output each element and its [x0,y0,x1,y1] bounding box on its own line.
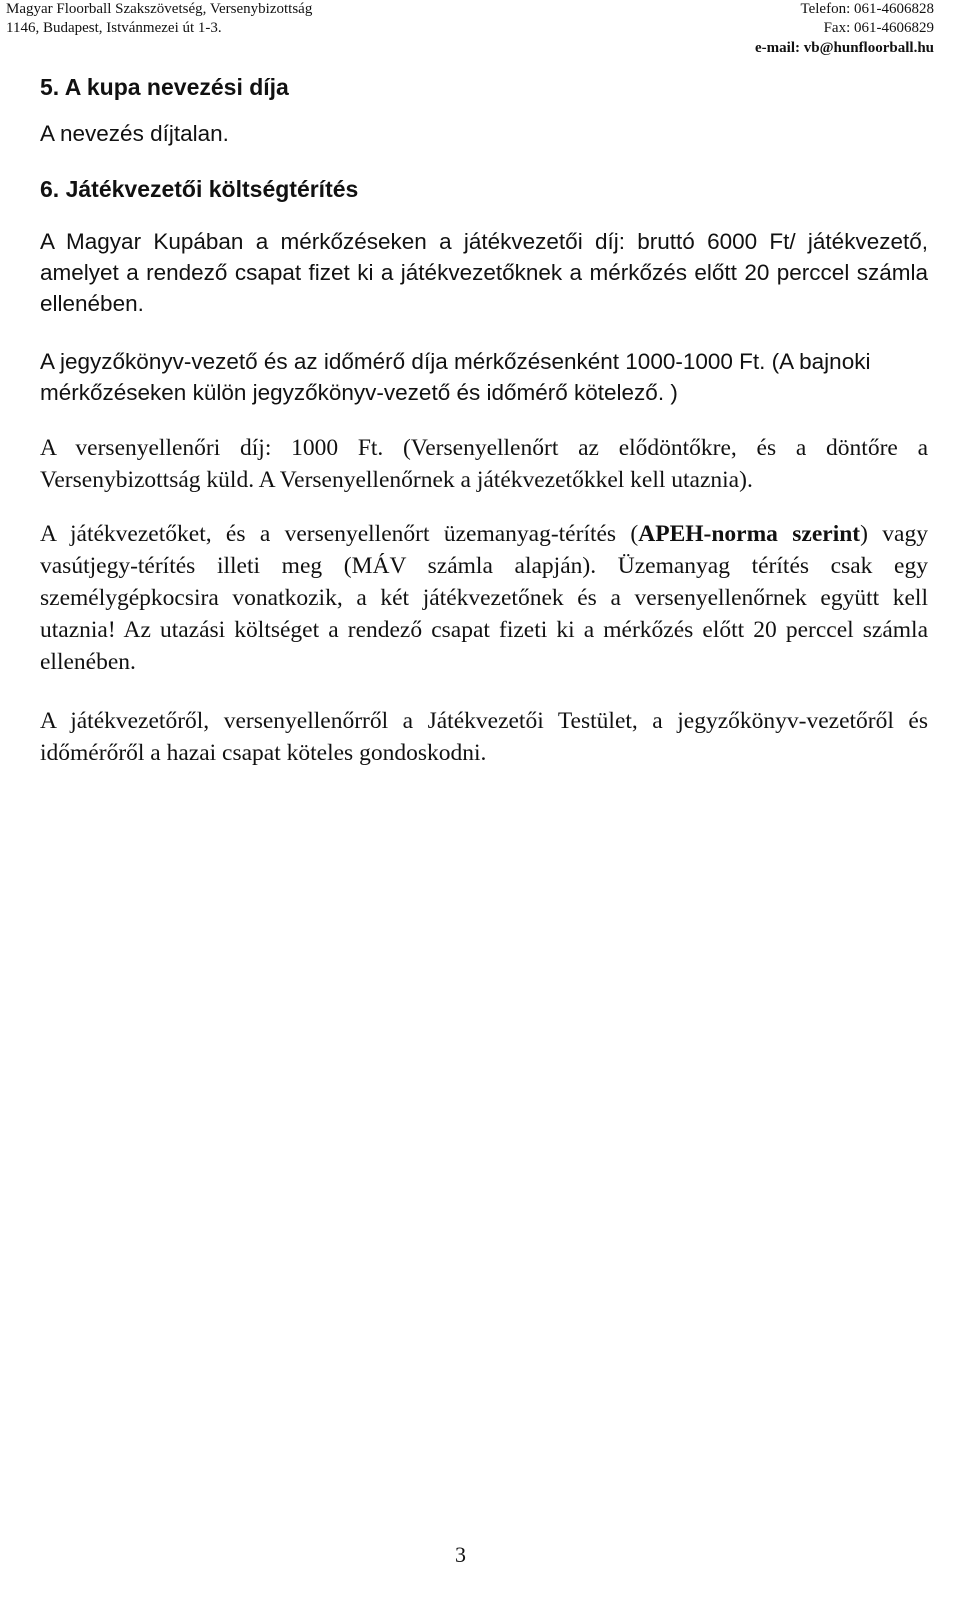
responsibility-paragraph: A játékvezetőről, versenyellenőrről a Játékvezetői Testület, a jegyzőkönyv-vezetőről és időmérőről a hazai csapat köteles gondoskodni. [40,708,928,766]
supervisor-fee-paragraph: A versenyellenőri díj: 1000 Ft. (Versenyellenőrt az elődöntőkre, és a döntőre a Versenybizottság küld. A Versenyellenőrnek a játékvezetőkkel kell utaznia). [40,435,928,493]
scorekeeper-fee-paragraph: A jegyzőkönyv-vezető és az időmérő díja mérkőzésenként 1000-1000 Ft. (A bajnoki mérkőzéseken külön jegyzőkönyv-vezető és időmérő kötelező. ) [40,349,871,405]
travel-cost-paragraph [40,518,928,678]
header-left [6,0,312,38]
header-contact [755,0,934,58]
email-address: e-mail: vb@hunfloorball.hu [755,40,934,56]
phone-number: Telefon: 061-4606828 [800,1,934,17]
travel-cost-text-b: ) vagy vasútjegy-térítés illeti meg (MÁV számla alapján). Üzemanyag térítés csak egy személygépkocsira vonatkozik, a két játékvezetőnek és a versenyellenőrnek együtt kell utaznia! Az utazási költséget a rendező csapat fizeti ki a mérkőzés előtt 20 perccel számla ellenében. [40,521,928,675]
organization-name: Magyar Floorball Szakszövetség, Versenybizottság [6,1,313,17]
fax-number: Fax: 061-4606829 [823,20,934,36]
travel-cost-text-a: A játékvezetőket, és a versenyellenőrt üzemanyag-térítés ( [40,521,639,547]
travel-cost-bold-text: APEH-norma szerint [638,521,861,547]
section-5-body: A nevezés díjtalan. [40,121,229,146]
page-number: 3 [455,1542,466,1567]
organization-address: 1146, Budapest, Istvánmezei út 1-3. [6,20,222,36]
page-header [0,0,960,60]
section-5-title: 5. A kupa nevezési díja [40,74,289,100]
referee-fee-paragraph: A Magyar Kupában a mérkőzéseken a játékvezetői díj: bruttó 6000 Ft/ játékvezető, amelyet a rendező csapat fizet ki a játékvezetőknek a mérkőzés előtt 20 perccel számla ellenében. [40,229,928,316]
document-body [40,70,928,769]
section-6-title: 6. Játékvezetői költségtérítés [40,176,359,202]
